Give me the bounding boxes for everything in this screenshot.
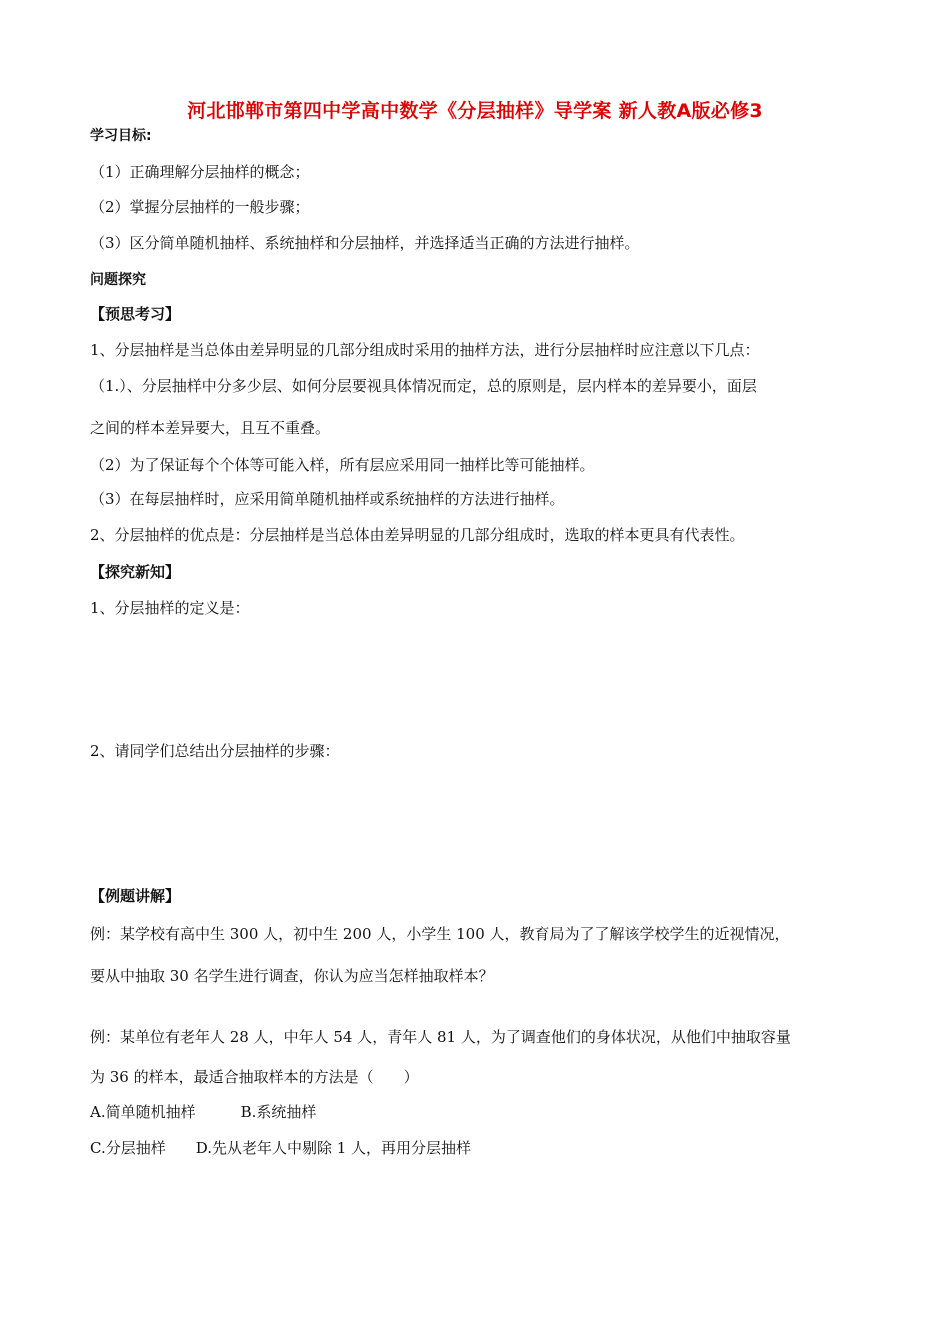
- objective-item-3: （3）区分简单随机抽样、系统抽样和分层抽样，并选择适当正确的方法进行抽样。: [90, 234, 640, 252]
- example1-line-2: 要从中抽取 30 名学生进行调查，你认为应当怎样抽取样本？: [90, 967, 494, 985]
- objective-item-2: （2）掌握分层抽样的一般步骤；: [90, 198, 310, 216]
- preview-line-1: 1、分层抽样是当总体由差异明显的几部分组成时采用的抽样方法，进行分层抽样时应注意以下几点：: [90, 341, 760, 359]
- preview-line-6: 2、分层抽样的优点是：分层抽样是当总体由差异明显的几部分组成时，选取的样本更具有代表性。: [90, 526, 745, 544]
- objectives-heading: 学习目标:: [90, 128, 152, 144]
- examples-heading: 【例题讲解】: [90, 887, 181, 905]
- steps-question: 2、请同学们总结出分层抽样的步骤：: [90, 742, 340, 760]
- example2-line-1: 例：某单位有老年人 28 人，中年人 54 人，青年人 81 人，为了调查他们的身体状况，从他们中抽取容量: [90, 1028, 791, 1046]
- preview-line-4: （2）为了保证每个个体等可能入样，所有层应采用同一抽样比等可能抽样。: [90, 456, 595, 474]
- preview-line-5: （3）在每层抽样时，应采用简单随机抽样或系统抽样的方法进行抽样。: [90, 490, 565, 508]
- definition-question: 1、分层抽样的定义是：: [90, 599, 250, 617]
- preview-line-2: （1.）、分层抽样中分多少层、如何分层要视具体情况而定，总的原则是，层内样本的差异要小，面层: [90, 377, 757, 395]
- preview-heading: 【预思考习】: [90, 305, 181, 323]
- new-knowledge-heading: 【探究新知】: [90, 563, 181, 581]
- example2-options-cd: C.分层抽样 D.先从老年人中剔除 1 人，再用分层抽样: [90, 1139, 472, 1157]
- preview-line-3: 之间的样本差异要大，且互不重叠。: [90, 419, 331, 437]
- example2-options-ab: A.简单随机抽样 B.系统抽样: [90, 1103, 317, 1121]
- example1-line-1: 例：某学校有高中生 300 人，初中生 200 人，小学生 100 人，教育局为了了解该学校学生的近视情况，: [90, 925, 790, 943]
- objective-item-1: （1）正确理解分层抽样的概念；: [90, 163, 310, 181]
- explore-heading: 问题探究: [90, 272, 146, 288]
- document-title: 河北邯郸市第四中学高中数学《分层抽样》导学案 新人教A版必修3: [187, 100, 763, 122]
- example2-line-2: 为 36 的样本，最适合抽取样本的方法是（ ）: [90, 1068, 419, 1086]
